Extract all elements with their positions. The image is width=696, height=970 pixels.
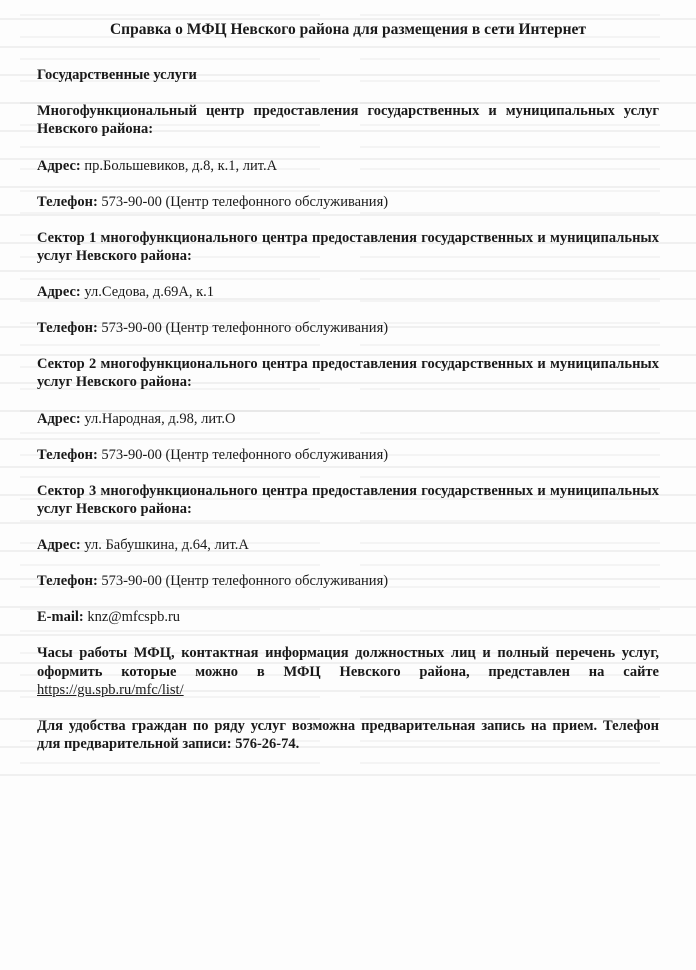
office-address-sector-2 (37, 410, 659, 428)
email-value[interactable]: knz@mfcspb.ru (87, 609, 181, 626)
section-heading: Государственные услуги (37, 67, 197, 84)
email-label: E-mail: (37, 609, 84, 626)
address-value: ул. Бабушкина, д.64, лит.А (84, 537, 249, 554)
office-address-sector-1 (37, 283, 659, 301)
phone-value: 573-90-00 (Центр телефонного обслуживания) (101, 193, 389, 210)
office-name-sector-3: Сектор 3 многофункционального центра предоставления государственных и муниципальных услуг Невского района: (37, 482, 659, 517)
document-title: Справка о МФЦ Невского района для размещения в сети Интернет (109, 21, 587, 38)
address-label: Адрес: (37, 284, 81, 301)
address-value: ул.Седова, д.69А, к.1 (84, 284, 215, 301)
office-name-sector-1: Сектор 1 многофункционального центра предоставления государственных и муниципальных услуг Невского района: (37, 229, 659, 264)
appointment-paragraph: Для удобства граждан по ряду услуг возможна предварительная запись на прием. Телефон для предварительной записи: 576-26-74. (37, 717, 659, 752)
document-body (37, 20, 659, 771)
address-value: ул.Народная, д.98, лит.О (84, 410, 236, 427)
hours-paragraph (37, 644, 659, 698)
address-label: Адрес: (37, 157, 81, 174)
phone-label: Телефон: (37, 446, 98, 463)
office-phone-sector-3 (37, 572, 659, 590)
office-phone-sector-1 (37, 319, 659, 337)
email-line (37, 608, 659, 626)
office-address-main (37, 157, 659, 175)
phone-label: Телефон: (37, 193, 98, 210)
office-phone-main (37, 193, 659, 211)
office-address-sector-3 (37, 536, 659, 554)
office-name-main: Многофункциональный центр предоставления государственных и муниципальных услуг Невского района: (37, 103, 659, 138)
phone-value: 573-90-00 (Центр телефонного обслуживания) (101, 573, 389, 590)
phone-label: Телефон: (37, 320, 98, 337)
phone-label: Телефон: (37, 573, 98, 590)
address-label: Адрес: (37, 537, 81, 554)
office-name-sector-2: Сектор 2 многофункционального центра предоставления государственных и муниципальных услуг Невского района: (37, 356, 659, 391)
address-value: пр.Большевиков, д.8, к.1, лит.А (84, 157, 278, 174)
hours-text: Часы работы МФЦ, контактная информация должностных лиц и полный перечень услуг, оформить которые можно в МФЦ Невского района, представлен на сайте (37, 645, 659, 680)
phone-value: 573-90-00 (Центр телефонного обслуживания) (101, 446, 389, 463)
mfc-list-link[interactable]: https://gu.spb.ru/mfc/list/ (37, 681, 184, 698)
office-phone-sector-2 (37, 446, 659, 464)
phone-value: 573-90-00 (Центр телефонного обслуживания) (101, 320, 389, 337)
address-label: Адрес: (37, 410, 81, 427)
